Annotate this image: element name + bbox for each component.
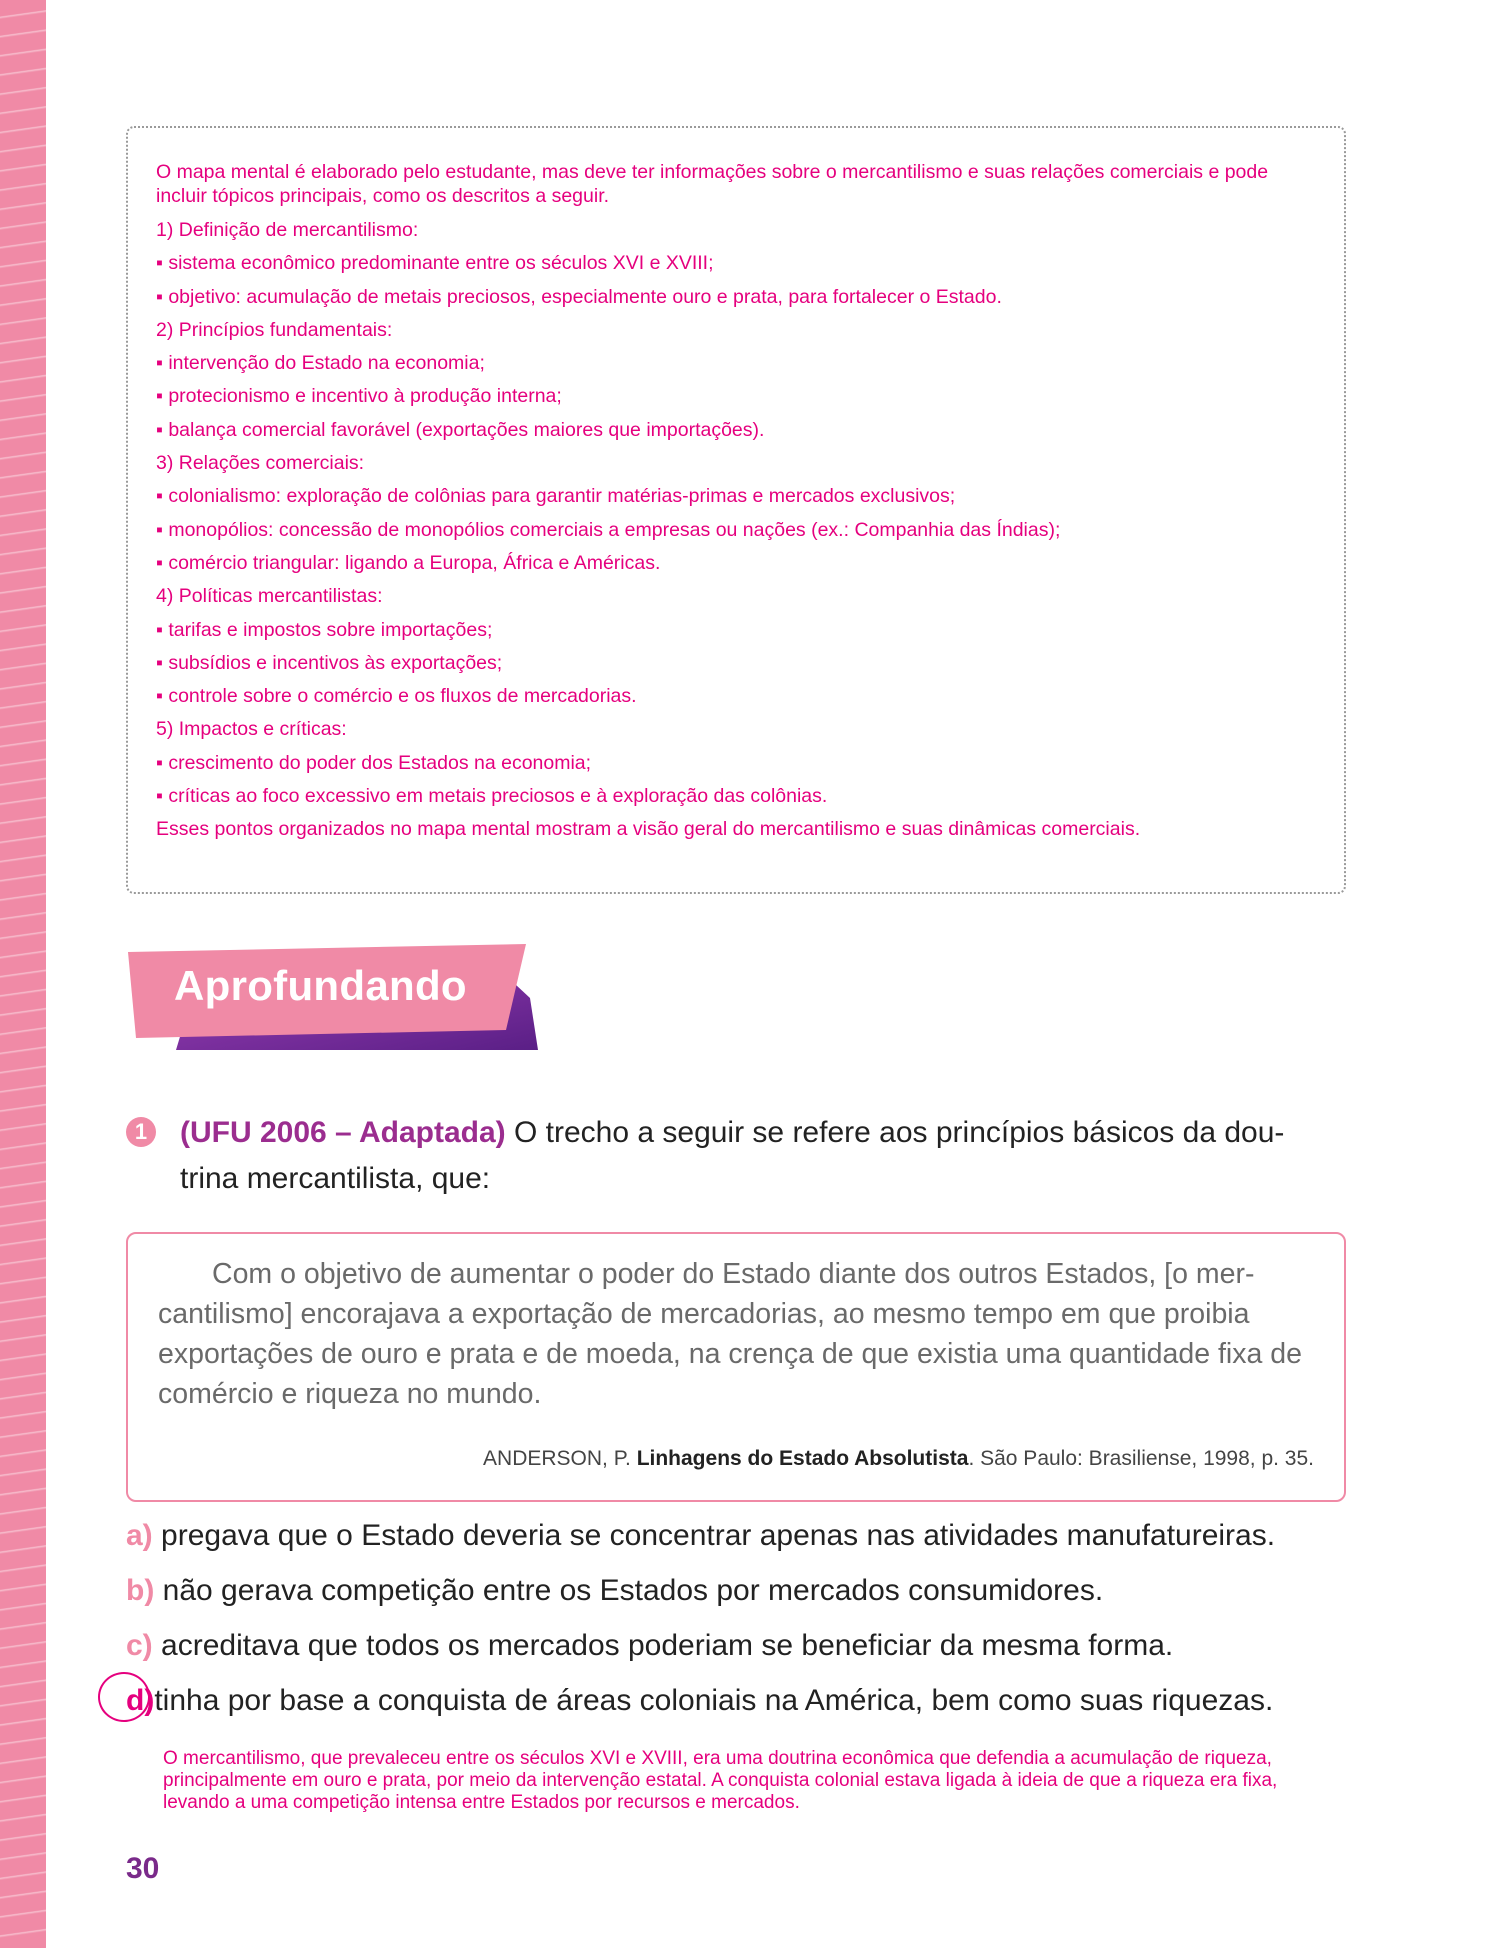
answer-line: ▪ subsídios e incentivos às exportações;	[156, 651, 503, 674]
question-statement: O trecho a seguir se refere aos princípios básicos da dou- trina mercantilista, que:	[180, 1116, 1285, 1195]
answer-line: ▪ crescimento do poder dos Estados na economia;	[156, 751, 592, 774]
citation	[483, 1447, 1314, 1471]
answer-key-text	[156, 160, 1306, 847]
answer-intro: O mapa mental é elaborado pelo estudante, mas deve ter informações sobre o mercantilismo e suas relações comerciais e pode incluir tópicos principais, como os descritos a seguir.	[156, 161, 1269, 207]
option-c[interactable]	[126, 1629, 1173, 1663]
citation-title: Linhagens do Estado Absolutista	[636, 1447, 969, 1470]
quote-paragraph: Com o objetivo de aumentar o poder do Estado diante dos outros Estados, [o mer- cantilismo] encorajava a exportação de mercadorias, ao mesmo tempo em que proibia exportações de ouro e prata e de moeda, na crença de que existia uma quantidade fixa de comércio e riqueza no mundo.	[158, 1258, 1302, 1410]
answer-line: ▪ comércio triangular: ligando a Europa, África e Américas.	[156, 551, 661, 574]
answer-line: ▪ sistema econômico predominante entre os séculos XVI e XVIII;	[156, 252, 714, 275]
option-d[interactable]	[126, 1684, 1273, 1718]
option-letter: d)	[126, 1684, 155, 1717]
option-text: tinha por base a conquista de áreas coloniais na América, bem como suas riquezas.	[154, 1684, 1274, 1717]
answer-line: ▪ críticas ao foco excessivo em metais preciosos e à exploração das colônias.	[156, 785, 828, 808]
answer-line: ▪ colonialismo: exploração de colônias para garantir matérias-primas e mercados exclusivos;	[156, 485, 956, 508]
option-text: pregava que o Estado deveria se concentrar apenas nas atividades manufatureiras.	[161, 1519, 1276, 1552]
answer-line: Esses pontos organizados no mapa mental mostram a visão geral do mercantilismo e suas dinâmicas comerciais.	[156, 818, 1141, 841]
answer-line: ▪ balança comercial favorável (exportações maiores que importações).	[156, 418, 765, 441]
option-text: não gerava competição entre os Estados por mercados consumidores.	[162, 1574, 1104, 1607]
answer-line: ▪ monopólios: concessão de monopólios comerciais a empresas ou nações (ex.: Companhia das Índias);	[156, 518, 1061, 541]
answer-line: 4) Políticas mercantilistas:	[156, 585, 383, 608]
section-title: Aprofundando	[174, 962, 467, 1009]
option-letter: c)	[126, 1629, 153, 1662]
option-letter: b)	[126, 1574, 155, 1607]
option-b[interactable]	[126, 1574, 1103, 1608]
decorative-side-strip	[0, 0, 46, 1948]
answer-line: 1) Definição de mercantilismo:	[156, 219, 419, 241]
answer-line: ▪ objetivo: acumulação de metais preciosos, especialmente ouro e prata, para fortalecer o Estado.	[156, 285, 1002, 308]
option-a[interactable]	[126, 1519, 1275, 1553]
answer-line: ▪ intervenção do Estado na economia;	[156, 352, 485, 375]
question-text	[180, 1110, 1330, 1202]
answer-line: ▪ tarifas e impostos sobre importações;	[156, 618, 493, 641]
answer-line: 5) Impactos e críticas:	[156, 718, 347, 741]
question-number: 1	[126, 1117, 156, 1147]
answer-line: ▪ controle sobre o comércio e os fluxos de mercadorias.	[156, 685, 637, 708]
citation-author: ANDERSON, P.	[483, 1447, 637, 1470]
option-letter: a)	[126, 1519, 153, 1552]
answer-line: ▪ protecionismo e incentivo à produção interna;	[156, 385, 562, 408]
question-source: (UFU 2006 – Adaptada)	[180, 1116, 506, 1149]
option-text: acreditava que todos os mercados poderiam se beneficiar da mesma forma.	[161, 1629, 1174, 1662]
answer-line: 2) Princípios fundamentais:	[156, 318, 393, 341]
page-number: 30	[126, 1852, 160, 1885]
quote-text	[158, 1254, 1318, 1414]
answer-line: 3) Relações comerciais:	[156, 452, 365, 475]
answer-explanation: O mercantilismo, que prevaleceu entre os séculos XVI e XVIII, era uma doutrina econômica que defendia a acumulação de riqueza, principalmente em ouro e prata, por meio da intervenção estatal. A conquista colonial estava ligada à ideia de que a riqueza era fixa, levando a uma competição intensa entre Estados por recursos e mercados.	[163, 1748, 1278, 1813]
citation-details: . São Paulo: Brasiliense, 1998, p. 35.	[968, 1447, 1314, 1470]
